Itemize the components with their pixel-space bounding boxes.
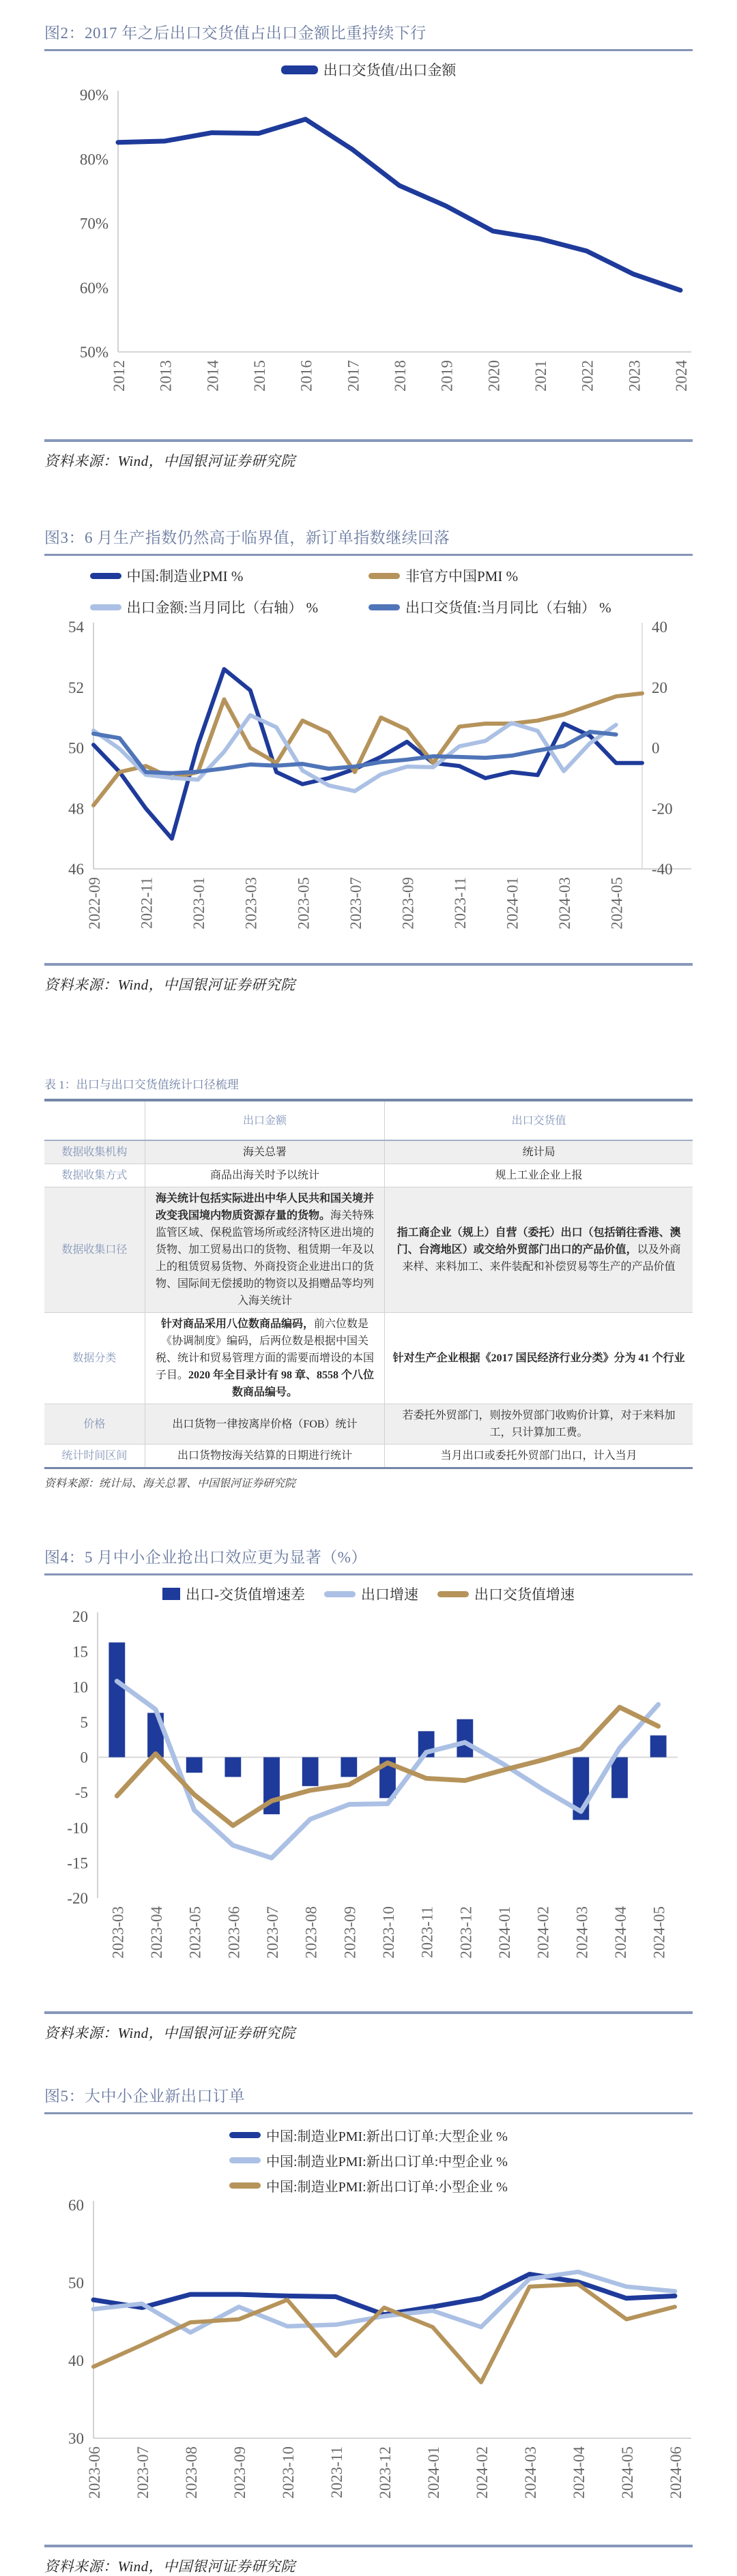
svg-text:2023-10: 2023-10 [280,2446,297,2499]
svg-text:5: 5 [80,1713,88,1731]
legend-label: 非官方中国PMI % [405,568,519,584]
svg-text:0: 0 [80,1749,88,1766]
legend-swatch [229,2182,261,2189]
legend-item [229,2125,508,2145]
figure4-legend [44,1584,693,1604]
figure3-section [44,525,693,994]
figure2-chart [44,84,693,428]
legend-label: 出口交货值/出口金额 [323,62,457,78]
svg-text:2022-11: 2022-11 [138,877,156,929]
svg-text:2023-11: 2023-11 [328,2446,345,2498]
table-cell: 规上工业企业上报 [385,1164,693,1187]
svg-text:2019: 2019 [438,360,456,391]
svg-text:15: 15 [72,1643,88,1661]
row-label: 数据收集口径 [44,1187,145,1313]
legend-swatch [369,604,400,610]
figure5-chart [44,2200,693,2534]
svg-text:50: 50 [68,2275,84,2292]
table-header-export-delivery: 出口交货值 [385,1100,693,1140]
figure3-chart [44,621,693,952]
figure4-chart [44,1608,693,2000]
legend-label: 出口交货值:当月同比（右轴） % [405,599,611,616]
svg-text:2024-02: 2024-02 [534,1906,552,1959]
legend-swatch [437,1591,469,1597]
svg-text:-40: -40 [652,861,673,878]
table1-section [44,1075,693,1490]
svg-text:2023-03: 2023-03 [242,877,260,930]
legend-item [369,565,518,586]
svg-text:2024-05: 2024-05 [619,2446,636,2499]
legend-swatch [90,573,121,579]
svg-text:2023-09: 2023-09 [341,1906,359,1959]
svg-text:30: 30 [68,2430,84,2447]
svg-text:2013: 2013 [157,360,175,391]
svg-text:50%: 50% [79,344,109,361]
table-cell: 针对商品采用八位数商品编码，前六位数是《协调制度》编码，后两位数是根据中国关税、统计和贸易管理方面的需要而增设的本国子目。2020 年全目录计有 98 章、8558 个八位数商品编号。 [145,1313,385,1404]
svg-text:-10: -10 [67,1819,88,1837]
svg-text:-20: -20 [67,1890,88,1907]
svg-text:2023-07: 2023-07 [134,2446,151,2499]
svg-text:2023-11: 2023-11 [418,1906,436,1958]
legend-label: 中国:制造业PMI:新出口订单:中型企业 % [266,2155,508,2170]
svg-text:2023-09: 2023-09 [231,2446,248,2499]
table-header-row [44,1100,693,1140]
legend-swatch [229,2157,261,2163]
row-label: 数据收集机构 [44,1140,145,1164]
legend-label: 中国:制造业PMI % [126,568,244,584]
svg-text:2024-03: 2024-03 [522,2446,539,2499]
svg-text:2024-04: 2024-04 [570,2446,588,2499]
figure3-title: 图3：6 月生产指数仍然高于临界值，新订单指数继续回落 [44,525,693,556]
legend-swatch [162,1588,180,1600]
svg-text:2020: 2020 [485,360,503,391]
legend-item [162,1584,305,1604]
table-row [44,1140,693,1164]
svg-text:2014: 2014 [204,360,222,391]
svg-text:2024: 2024 [673,360,690,391]
legend-label: 出口金额:当月同比（右轴） % [126,599,319,616]
svg-text:2023-12: 2023-12 [457,1906,475,1959]
svg-text:2024-05: 2024-05 [650,1906,668,1959]
svg-text:46: 46 [68,861,84,878]
legend-item [229,2176,508,2195]
svg-text:2024-01: 2024-01 [425,2446,442,2499]
table-row [44,1404,693,1445]
svg-text:-5: -5 [74,1784,88,1802]
legend-item [369,597,611,617]
svg-text:2023-12: 2023-12 [377,2446,394,2499]
svg-text:48: 48 [68,800,84,818]
legend-swatch [90,604,121,610]
svg-text:2023-09: 2023-09 [399,877,417,930]
table-cell: 统计局 [385,1140,693,1164]
row-label: 价格 [44,1404,145,1445]
table-cell: 海关统计包括实际进出中华人民共和国关境并改变我国境内物质资源存量的货物。海关特殊监管区域、保税监管场所或经济特区进出境的货物、加工贸易出口的货物、租赁期一年及以上的租赁贸易货物、外商投资企业进出口的货物、国际间无偿援助的物资以及捐赠品等均列入海关统计 [145,1187,385,1313]
svg-text:54: 54 [68,621,84,636]
svg-text:2023-08: 2023-08 [302,1906,320,1959]
svg-text:2024-06: 2024-06 [667,2446,684,2499]
table-cell: 针对生产企业根据《2017 国民经济行业分类》分为 41 个行业 [385,1313,693,1404]
svg-text:2023-08: 2023-08 [183,2446,200,2499]
figure2-source: 资料来源：Wind，中国银河证券研究院 [44,453,295,469]
table-cell: 出口货物按海关结算的日期进行统计 [145,1445,385,1468]
svg-text:2017: 2017 [345,360,362,391]
svg-text:50: 50 [68,739,84,757]
table-row [44,1164,693,1187]
divider [44,439,693,442]
row-label: 数据分类 [44,1313,145,1404]
figure2-legend [44,59,693,80]
svg-text:20: 20 [72,1608,88,1625]
svg-text:2015: 2015 [251,360,268,391]
svg-text:2016: 2016 [298,360,315,391]
svg-text:2012: 2012 [111,360,128,391]
svg-text:60: 60 [68,2200,84,2214]
svg-text:2021: 2021 [532,360,549,391]
legend-label: 出口-交货值增速差 [186,1586,305,1603]
svg-text:2024-04: 2024-04 [612,1906,629,1959]
legend-label: 中国:制造业PMI:新出口订单:大型企业 % [266,2129,508,2144]
svg-text:2023-01: 2023-01 [190,877,208,930]
svg-text:0: 0 [652,739,660,757]
comparison-table [44,1099,693,1469]
table-cell: 当月出口或委托外贸部门出口，计入当月 [385,1445,693,1468]
svg-text:40: 40 [68,2352,84,2369]
figure5-legend [229,2125,508,2195]
legend-swatch [324,1591,356,1597]
svg-text:2023-10: 2023-10 [380,1906,397,1959]
svg-text:80%: 80% [79,151,109,168]
figure5-section [44,2084,693,2576]
legend-swatch [229,2132,261,2138]
svg-text:2024-03: 2024-03 [573,1906,591,1959]
svg-text:2023-06: 2023-06 [225,1906,243,1959]
svg-text:52: 52 [68,679,84,696]
legend-label: 出口增速 [361,1586,418,1603]
row-label: 数据收集方式 [44,1164,145,1187]
svg-text:2024-01: 2024-01 [496,1906,513,1959]
table-cell: 指工商企业（规上）自营（委托）出口（包括销往香港、澳门、台湾地区）或交给外贸部门出口的产品价值，以及外商来样、来料加工、来件装配和补偿贸易等生产的产品价值 [385,1187,693,1313]
svg-text:60%: 60% [79,279,109,297]
legend-item [437,1584,575,1604]
svg-text:2023-05: 2023-05 [295,877,313,930]
svg-text:2023-07: 2023-07 [264,1906,281,1959]
figure5-title: 图5：大中小企业新出口订单 [44,2084,693,2114]
svg-text:2022-09: 2022-09 [86,877,103,930]
svg-text:2023-03: 2023-03 [109,1906,127,1959]
svg-text:2023-05: 2023-05 [186,1906,204,1959]
svg-text:20: 20 [652,679,667,696]
report-page [44,0,693,2576]
svg-text:2023-07: 2023-07 [347,877,364,930]
figure2-section [44,20,693,471]
table-header-empty [44,1100,145,1140]
table-cell: 商品出海关时予以统计 [145,1164,385,1187]
svg-text:2023-06: 2023-06 [86,2446,103,2499]
figure4-section [44,1545,693,2043]
row-label: 统计时间区间 [44,1445,145,1468]
svg-text:40: 40 [652,621,667,636]
svg-text:2024-02: 2024-02 [474,2446,491,2499]
divider [44,963,693,966]
table-header-export-amount: 出口金额 [145,1100,385,1140]
svg-text:-20: -20 [652,800,673,818]
figure3-source: 资料来源：Wind，中国银河证券研究院 [44,977,295,993]
legend-item [324,1584,418,1604]
figure5-source: 资料来源：Wind，中国银河证券研究院 [44,2558,295,2575]
svg-text:2018: 2018 [392,360,409,391]
legend-item [90,597,319,617]
svg-text:2023: 2023 [626,360,644,391]
figure2-title: 图2：2017 年之后出口交货值占出口金额比重持续下行 [44,20,693,51]
figure4-source: 资料来源：Wind，中国银河证券研究院 [44,2025,295,2041]
svg-text:-15: -15 [67,1854,88,1872]
legend-item [281,59,457,80]
table-row [44,1445,693,1468]
divider [44,2011,693,2014]
table-row [44,1313,693,1404]
divider [44,2545,693,2547]
svg-text:2024-01: 2024-01 [504,877,521,930]
table-cell: 海关总署 [145,1140,385,1164]
svg-text:70%: 70% [79,215,109,233]
table1-source: 资料来源：统计局、海关总署、中国银河证券研究院 [44,1478,296,1490]
svg-text:2023-11: 2023-11 [452,877,469,929]
legend-item [90,565,244,586]
svg-text:2023-04: 2023-04 [148,1906,165,1959]
figure3-legend [90,565,648,617]
table-row [44,1187,693,1313]
table-cell: 出口货物一律按离岸价格（FOB）统计 [145,1404,385,1445]
legend-swatch [369,573,400,579]
table-cell: 若委托外贸部门，则按外贸部门收购价计算，对于来料加工，只计算加工费。 [385,1404,693,1445]
svg-text:90%: 90% [79,87,109,104]
svg-text:2024-03: 2024-03 [556,877,574,930]
legend-label: 出口交货值增速 [474,1586,575,1603]
figure4-title: 图4：5 月中小企业抢出口效应更为显著（%） [44,1545,693,1575]
legend-label: 中国:制造业PMI:新出口订单:小型企业 % [266,2180,508,2195]
svg-text:10: 10 [72,1678,88,1696]
legend-item [229,2150,508,2170]
legend-swatch [281,65,318,74]
table1-title: 表 1：出口与出口交货值统计口径梳理 [44,1078,239,1091]
svg-text:2022: 2022 [579,360,596,391]
svg-text:2024-05: 2024-05 [608,877,626,930]
